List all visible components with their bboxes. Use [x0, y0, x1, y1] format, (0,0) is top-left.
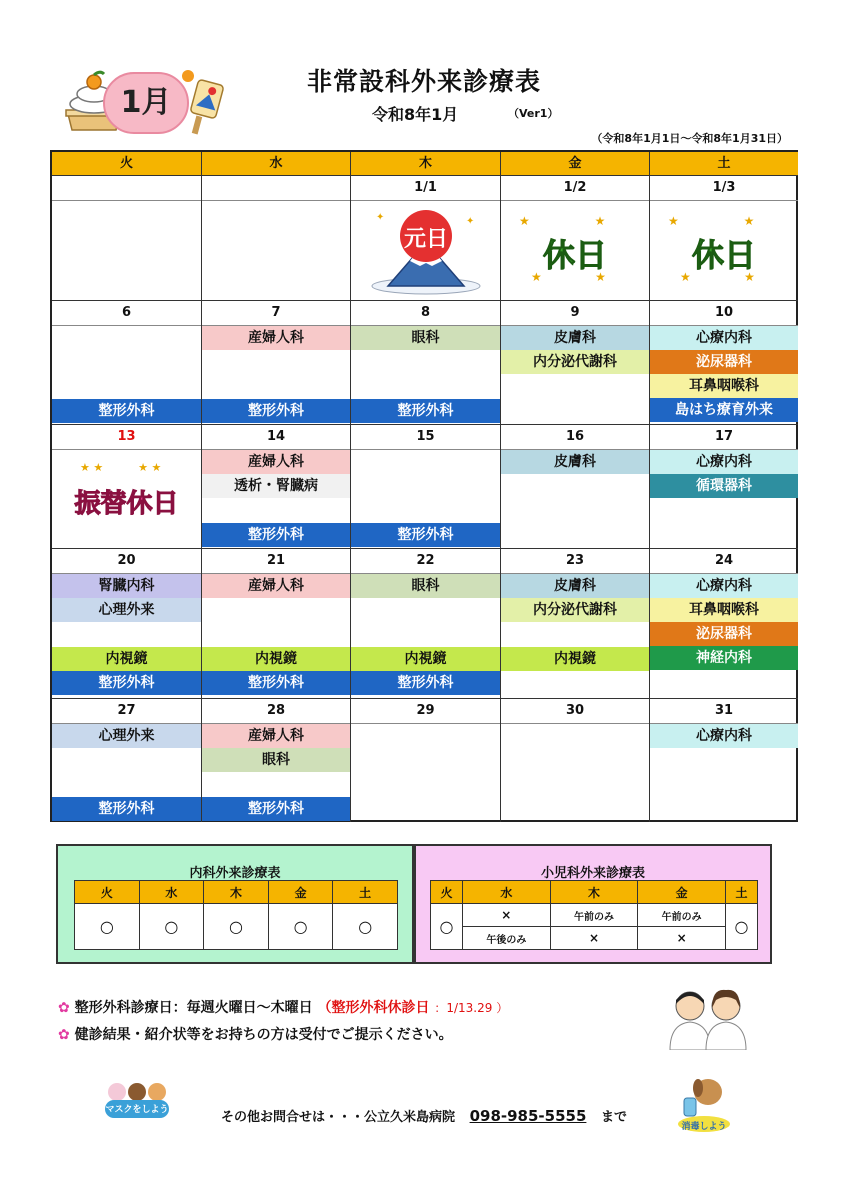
dept-shinkei: 神経内科 [650, 646, 798, 670]
svg-text:✦: ✦ [466, 216, 475, 227]
day-cell [202, 699, 351, 822]
contact-tel[interactable]: 098-985-5555 [469, 1107, 587, 1125]
note-referral-text: 健診結果・紹介状等をお持ちの方は受付でご提示ください。 [74, 1027, 453, 1043]
dept-shimahachi: 島はち療育外来 [650, 398, 798, 422]
dept-naibunpi: 内分泌代謝科 [501, 598, 649, 622]
dept-jinzo: 腎臓内科 [52, 574, 201, 598]
day-cell [52, 549, 202, 699]
disinfect-illustration [676, 1074, 732, 1132]
kyujitsu-badge: 休日 [691, 236, 757, 274]
date-label: 13 [52, 425, 201, 450]
dept-ganka: 眼科 [351, 326, 500, 350]
shonika-title: 小児科外来診療表 [540, 866, 645, 881]
shonika-fri-am: 午前のみ [638, 904, 726, 927]
mask-label: マスクをしよう [105, 1105, 169, 1115]
naika-table [74, 880, 398, 950]
day-cell [501, 176, 650, 301]
dept-sanfujin: 産婦人科 [202, 724, 350, 748]
naika-mark: ○ [139, 904, 204, 950]
shonika-day: 水 [463, 881, 551, 904]
date-label: 14 [202, 425, 350, 450]
dept-hinyo: 泌尿器科 [650, 350, 798, 374]
date-label: 21 [202, 549, 350, 574]
naika-day: 土 [333, 881, 398, 904]
dept-jibi: 耳鼻咽喉科 [650, 598, 798, 622]
dept-jibi: 耳鼻咽喉科 [650, 374, 798, 398]
day-cell [650, 176, 798, 301]
day-cell [52, 176, 202, 301]
contact-suffix: まで [600, 1110, 627, 1125]
day-cell [351, 699, 501, 822]
dept-sanfujin: 産婦人科 [202, 574, 350, 598]
date-label: 6 [52, 301, 201, 326]
day-cell [351, 549, 501, 699]
naika-schedule-box [56, 844, 414, 964]
date-label: 29 [351, 699, 500, 724]
weekday-thu: 木 [351, 152, 501, 176]
date-label: 22 [351, 549, 500, 574]
furikae-badge: 振替休日 [74, 489, 179, 519]
naika-day: 火 [75, 881, 140, 904]
weekday-wed: 水 [202, 152, 351, 176]
dept-shinryo: 心療内科 [650, 724, 798, 748]
dept-seikei: 整形外科 [202, 399, 350, 423]
version-label: （Ver1） [508, 107, 559, 120]
shonika-schedule-box [414, 844, 772, 964]
day-cell [501, 699, 650, 822]
date-label: 10 [650, 301, 798, 326]
shonika-day: 金 [638, 881, 726, 904]
naika-mark: ○ [75, 904, 140, 950]
date-label: 9 [501, 301, 649, 326]
day-cell [202, 549, 351, 699]
dept-seikei: 整形外科 [52, 797, 201, 821]
dept-seikei: 整形外科 [202, 523, 350, 547]
holiday-star-icon: ★ ★ [519, 214, 606, 228]
dept-naishikyo: 内視鏡 [351, 647, 500, 671]
dept-seikei: 整形外科 [52, 399, 201, 423]
dept-seikei: 整形外科 [351, 671, 500, 695]
dept-naishikyo: 内視鏡 [52, 647, 201, 671]
dept-sanfujin: 産婦人科 [202, 326, 350, 350]
day-cell [351, 301, 501, 425]
shonika-day: 火 [431, 881, 463, 904]
day-cell [351, 425, 501, 549]
ganjitsu-badge [366, 206, 486, 296]
holiday-star-icon: ★ ★ [531, 270, 606, 284]
dept-sanfujin: 産婦人科 [202, 450, 350, 474]
naika-mark: ○ [333, 904, 398, 950]
dept-naishikyo: 内視鏡 [202, 647, 350, 671]
naika-day: 水 [139, 881, 204, 904]
date-label: 16 [501, 425, 649, 450]
svg-text:✦: ✦ [376, 212, 385, 223]
date-label: 7 [202, 301, 350, 326]
dept-seikei: 整形外科 [202, 671, 350, 695]
flower-icon: ✿ [58, 1027, 70, 1043]
dept-hifu: 皮膚科 [501, 574, 649, 598]
ganjitsu-text: 元日 [403, 227, 449, 252]
date-label: 1/2 [501, 176, 649, 201]
day-cell [52, 425, 202, 549]
weekday-tue: 火 [52, 152, 202, 176]
contact-prefix: その他お問合せは・・・公立久米島病院 [221, 1110, 456, 1125]
page-subtitle: 令和8年1月 [372, 105, 459, 124]
date-label: 17 [650, 425, 798, 450]
dept-junkan: 循環器科 [650, 474, 798, 498]
shonika-day: 木 [550, 881, 638, 904]
day-cell [52, 301, 202, 425]
page-title: 非常設科外来診療表 [306, 67, 541, 96]
weekday-sat: 土 [650, 152, 798, 176]
naika-mark: ○ [268, 904, 333, 950]
date-label: 1/1 [351, 176, 500, 201]
dept-shinryo: 心療内科 [650, 450, 798, 474]
dept-hifu: 皮膚科 [501, 326, 649, 350]
day-cell [501, 425, 650, 549]
shonika-thu-pm: × [550, 927, 638, 950]
date-label: 24 [650, 549, 798, 574]
kyujitsu-badge: 休日 [542, 236, 608, 274]
shonika-sat: ○ [725, 904, 757, 950]
flower-icon: ✿ [58, 1000, 70, 1016]
dept-shinryo: 心療内科 [650, 326, 798, 350]
dept-naibunpi: 内分泌代謝科 [501, 350, 649, 374]
dept-seikei: 整形外科 [351, 523, 500, 547]
holiday-star-icon: ★ ★ [668, 214, 755, 228]
shonika-tue: ○ [431, 904, 463, 950]
day-cell [501, 549, 650, 699]
weekday-fri: 金 [501, 152, 650, 176]
naika-day: 木 [204, 881, 269, 904]
naika-mark: ○ [204, 904, 269, 950]
day-cell [52, 699, 202, 822]
note-orthopedics [58, 997, 508, 1017]
naika-day: 金 [268, 881, 333, 904]
day-cell [650, 301, 798, 425]
dept-shinryo: 心療内科 [650, 574, 798, 598]
shonika-thu-am: 午前のみ [550, 904, 638, 927]
day-cell [202, 176, 351, 301]
day-cell [650, 549, 798, 699]
day-cell [650, 425, 798, 549]
note-orthopedics-dates: ：1/13.29 ） [434, 1001, 509, 1015]
date-label: 31 [650, 699, 798, 724]
date-label: 28 [202, 699, 350, 724]
day-cell [202, 425, 351, 549]
shonika-wed-am: × [463, 904, 551, 927]
date-label: 15 [351, 425, 500, 450]
date-label [202, 176, 350, 201]
note-orthopedics-closed: （整形外科休診日 [317, 1000, 430, 1016]
calendar [50, 150, 798, 822]
period-label: （令和8年1月1日～令和8年1月31日） [591, 132, 788, 145]
date-label: 1/3 [650, 176, 798, 201]
holiday-star-icon: ★ ★ [680, 270, 755, 284]
date-label: 8 [351, 301, 500, 326]
day-cell [351, 176, 501, 301]
day-cell [501, 301, 650, 425]
date-label: 27 [52, 699, 201, 724]
dept-seikei: 整形外科 [351, 399, 500, 423]
doctors-illustration [666, 986, 750, 1050]
date-label: 20 [52, 549, 201, 574]
dept-shinri: 心理外来 [52, 598, 201, 622]
day-cell [650, 699, 798, 822]
date-label: 30 [501, 699, 649, 724]
note-referral [58, 1024, 453, 1044]
date-label [52, 176, 201, 201]
dept-naishikyo: 内視鏡 [501, 647, 649, 671]
naika-title: 内科外来診療表 [189, 866, 281, 881]
dept-ganka: 眼科 [351, 574, 500, 598]
disinfect-label: 消毒しよう [681, 1122, 727, 1132]
dept-seikei: 整形外科 [52, 671, 201, 695]
holiday-star-icon: ★ ★ ★ ★ [80, 461, 162, 474]
dept-shinri: 心理外来 [52, 724, 201, 748]
dept-toseki: 透析・腎臓病 [202, 474, 350, 498]
month-badge: 1月 [103, 72, 189, 134]
shonika-fri-pm: × [638, 927, 726, 950]
dept-hifu: 皮膚科 [501, 450, 649, 474]
day-cell [202, 301, 351, 425]
dept-seikei: 整形外科 [202, 797, 350, 821]
dept-ganka: 眼科 [202, 748, 350, 772]
shonika-day: 土 [725, 881, 757, 904]
shonika-table [430, 880, 758, 950]
date-label: 23 [501, 549, 649, 574]
shonika-wed-pm: 午後のみ [463, 927, 551, 950]
note-orthopedics-text: 整形外科診療日：毎週火曜日～木曜日 [74, 1000, 313, 1016]
dept-hinyo: 泌尿器科 [650, 622, 798, 646]
